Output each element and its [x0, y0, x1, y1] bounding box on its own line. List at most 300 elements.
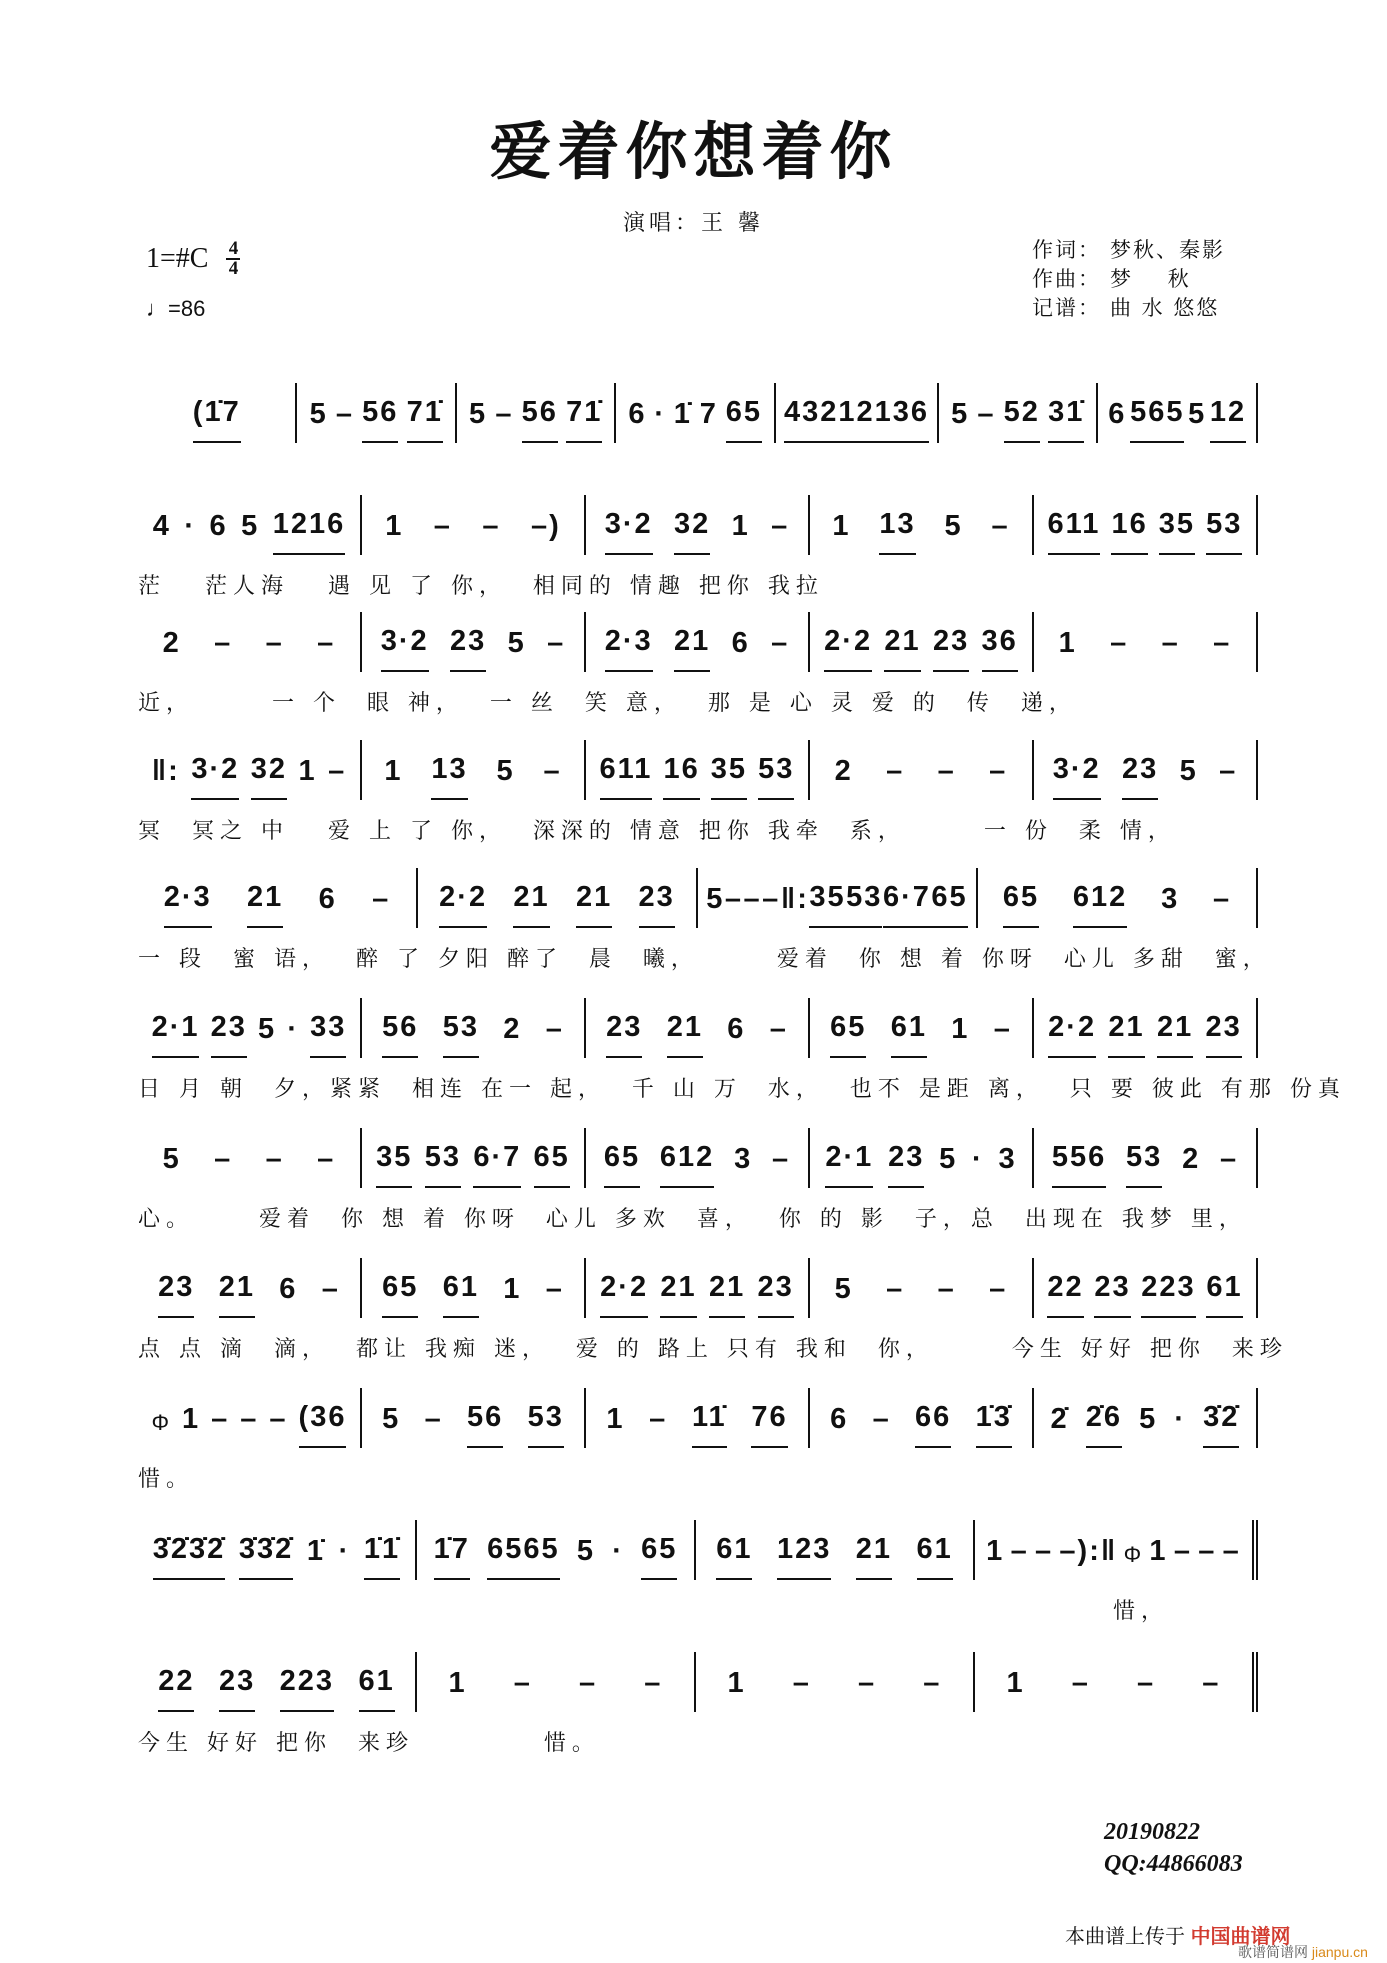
notation-symbol: –	[211, 1403, 230, 1435]
note-group: 31̇	[1048, 396, 1084, 443]
note-group: 65	[382, 1271, 418, 1318]
note-group: 5	[1179, 755, 1198, 787]
note-group: 6	[209, 510, 228, 542]
staff	[138, 1652, 1258, 1712]
watermark: 歌谱简谱网 jianpu.cn	[1238, 1944, 1368, 1960]
notation-symbol: –	[937, 755, 956, 787]
time-signature-bottom: 4	[228, 258, 239, 279]
note-group: 1	[951, 1013, 970, 1045]
note-group: 36	[893, 396, 929, 443]
tempo-marking: ♩=86	[146, 296, 206, 321]
notation-symbol: ·	[654, 398, 666, 430]
measure	[586, 998, 810, 1058]
score-line	[138, 1652, 1258, 1772]
note-group: 53	[1206, 508, 1242, 555]
notation-symbol: –)	[530, 510, 561, 542]
lyrics-line: 日 月 朝 夕，紧紧 相连 在一 起， 千 山 万 水， 也不 是距 离， 只 要 彼此 有那 份真	[138, 1077, 1346, 1102]
measure	[810, 1388, 1034, 1448]
lyrics-line: 一 段 蜜 语， 醉 了 夕阳 醉了 晨 曦， 爱着 你 想 着 你呀 心儿 多甜 蜜，	[138, 947, 1271, 972]
measure	[586, 1258, 810, 1318]
notation-symbol: –	[771, 510, 790, 542]
note-group: 6·7	[883, 881, 931, 928]
upload-notice: 本曲谱上传于 中国曲谱网	[1065, 1926, 1291, 1948]
note-group: 56	[522, 396, 558, 443]
note-group: 1	[384, 755, 403, 787]
note-group: 6	[731, 627, 750, 659]
note-group: 61	[443, 1271, 479, 1318]
measure	[696, 1652, 975, 1712]
site-brand: 中国曲谱网	[1190, 1926, 1291, 1948]
lyrics-line: 点 点 滴 滴， 都让 我痴 迷， 爱 的 路上 只有 我和 你， 今生 好好 把你 来珍	[138, 1337, 1288, 1362]
note-group: 5	[576, 1535, 595, 1567]
staff	[138, 383, 1258, 443]
note-group: 6	[727, 1013, 746, 1045]
measure	[975, 1652, 1258, 1712]
note-group: 1	[385, 510, 404, 542]
notation-symbol: ‖:	[780, 883, 809, 915]
measure	[297, 383, 456, 443]
note-group: 53	[528, 1401, 564, 1448]
note-group: 6	[628, 398, 647, 430]
measure	[586, 495, 810, 555]
note-group: 23	[1122, 753, 1158, 800]
measure	[138, 998, 362, 1058]
note-group: 3	[734, 1143, 753, 1175]
note-group: 65	[641, 1533, 677, 1580]
note-group: 21	[820, 396, 856, 443]
note-group: 23	[450, 625, 486, 672]
note-group: 1	[182, 1403, 201, 1435]
note-group: 1̇	[673, 398, 692, 430]
measure	[696, 1520, 975, 1580]
notation-symbol: –	[547, 627, 566, 659]
key-signature	[146, 240, 240, 278]
note-group: 23	[158, 1271, 194, 1318]
note-group: 5	[939, 1143, 958, 1175]
note-group: 2·3	[164, 881, 212, 928]
score-line	[138, 383, 1258, 503]
note-group: 5	[834, 1273, 853, 1305]
notation-symbol: –	[328, 755, 347, 787]
credits	[1032, 236, 1225, 323]
note-group: 6	[830, 1403, 849, 1435]
notation-symbol: –):‖	[1059, 1535, 1118, 1567]
notation-symbol: ·	[338, 1535, 351, 1567]
lyrics-line: 惜。	[138, 1467, 195, 1492]
score-line	[138, 998, 1346, 1118]
measure	[978, 868, 1258, 928]
note-group: 5	[382, 1403, 401, 1435]
notation-symbol: ·	[612, 1535, 624, 1567]
notation-symbol: ·	[972, 1143, 984, 1175]
note-group: 3·2	[605, 508, 653, 555]
note-group: 21	[674, 625, 710, 672]
note-group: 556	[1052, 1141, 1106, 1188]
note-group: 2·2	[824, 625, 872, 672]
measure	[418, 868, 698, 928]
measure	[810, 495, 1034, 555]
note-group: 21	[667, 1011, 703, 1058]
notation-symbol: –	[1198, 1535, 1217, 1567]
note-group: 5	[1139, 1403, 1158, 1435]
note-group: 2·2	[439, 881, 487, 928]
note-group: 2·2	[600, 1271, 648, 1318]
note-group: 2̇6	[1086, 1401, 1122, 1448]
measure	[1034, 998, 1258, 1058]
note-group: 23	[933, 625, 969, 672]
note-group: 35	[711, 753, 747, 800]
note-group: 13	[879, 508, 915, 555]
note-group: 1	[986, 1535, 1005, 1567]
notation-symbol: –	[1110, 627, 1129, 659]
date-stamp: 20190822	[1104, 1819, 1200, 1845]
measure	[939, 383, 1098, 443]
note-group: 65	[604, 1141, 640, 1188]
notation-symbol: ‖:	[151, 755, 180, 787]
note-group: 21	[1108, 1011, 1144, 1058]
note-group: 61	[716, 1533, 752, 1580]
measure	[138, 740, 362, 800]
notation-symbol: –	[771, 627, 790, 659]
lyrics-line: 近， 一 个 眼 神， 一 丝 笑 意， 那 是 心 灵 爱 的 传 递，	[138, 691, 1077, 716]
note-group: 66	[915, 1401, 951, 1448]
measure	[698, 868, 978, 928]
notation-symbol: –	[724, 883, 744, 915]
score-line	[138, 868, 1271, 988]
credit-composer: 作曲： 梦 秋	[1032, 267, 1191, 291]
notation-symbol: –	[321, 1273, 340, 1305]
note-group: 3·2	[191, 753, 239, 800]
staff	[138, 1388, 1258, 1448]
staff	[138, 1258, 1258, 1318]
notation-symbol: –	[872, 1403, 891, 1435]
measure	[138, 612, 362, 672]
staff	[138, 868, 1258, 928]
note-group: 33	[310, 1011, 346, 1058]
notation-symbol: –	[989, 1273, 1008, 1305]
notation-symbol: –	[335, 398, 354, 430]
notation-symbol: –	[743, 883, 762, 915]
measure	[138, 1258, 362, 1318]
note-group: 56	[362, 396, 398, 443]
measure	[586, 1388, 810, 1448]
score-line	[138, 1258, 1288, 1378]
note-group: 52	[1004, 396, 1040, 443]
measure	[362, 495, 586, 555]
note-group: 1	[448, 1667, 467, 1699]
notation-symbol: –	[858, 1667, 877, 1699]
note-group: 5	[469, 398, 488, 430]
note-group: 6·7	[473, 1141, 521, 1188]
measure	[417, 1520, 696, 1580]
notation-symbol: –	[1071, 1667, 1090, 1699]
note-group: 2̇	[1050, 1403, 1069, 1435]
lyrics-line: 心。 爱着 你 想 着 你呀 心儿 多欢 喜， 你 的 影 子，总 出现在 我梦 里，	[138, 1207, 1247, 1232]
note-group: 23	[1206, 1011, 1242, 1058]
note-group: 32	[674, 508, 710, 555]
note-group: 1	[727, 1667, 746, 1699]
note-group: 16	[1111, 508, 1147, 555]
notation-symbol: –	[545, 1273, 564, 1305]
note-group: 6	[1108, 398, 1127, 430]
note-group: 3	[998, 1143, 1017, 1175]
score-line	[138, 1520, 1258, 1640]
note-group: 53	[846, 881, 882, 928]
measure	[586, 740, 810, 800]
notation-symbol: –	[1202, 1667, 1221, 1699]
notation-symbol: –	[649, 1403, 668, 1435]
note-group: 6	[279, 1273, 298, 1305]
note-group: 23	[639, 881, 675, 928]
note-group: (36	[299, 1401, 347, 1448]
song-title: 爱着你想着你	[489, 115, 898, 188]
measure	[810, 1258, 1034, 1318]
notation-symbol: –	[977, 398, 996, 430]
note-group: 1216	[273, 508, 346, 555]
notation-symbol: –	[317, 1143, 336, 1175]
note-group: 76	[751, 1401, 787, 1448]
measure	[362, 1258, 586, 1318]
note-group: 7	[699, 398, 718, 430]
note-group: 21	[884, 625, 920, 672]
measure	[138, 868, 418, 928]
note-group: 35	[376, 1141, 412, 1188]
coda-icon: Φ	[151, 1410, 172, 1435]
notation-symbol: –	[923, 1667, 942, 1699]
staff	[138, 740, 1258, 800]
note-group: 2	[503, 1013, 522, 1045]
notation-symbol: –	[214, 627, 233, 659]
note-group: 3·2	[381, 625, 429, 672]
note-group: 1	[298, 755, 317, 787]
notation-symbol: ·	[184, 510, 197, 542]
note-group: 43	[784, 396, 820, 443]
note-group: 35	[1159, 508, 1195, 555]
measure	[138, 1388, 362, 1448]
notation-symbol: –	[545, 1013, 564, 1045]
notation-symbol: –	[769, 1013, 788, 1045]
note-group: 223	[280, 1665, 334, 1712]
note-group: 53	[1126, 1141, 1162, 1188]
notation-symbol: –	[886, 1273, 905, 1305]
notation-symbol: –	[1212, 883, 1232, 915]
note-group: 22	[158, 1665, 194, 1712]
note-group: 1	[1006, 1667, 1025, 1699]
notation-symbol: –	[265, 627, 284, 659]
note-group: 11̇	[692, 1401, 727, 1448]
notation-symbol: –	[372, 883, 391, 915]
note-group: 56	[467, 1401, 503, 1448]
notation-symbol: –	[937, 1273, 956, 1305]
notation-symbol: –	[886, 755, 905, 787]
note-group: 2	[162, 627, 181, 659]
note-group: 32	[251, 753, 287, 800]
measure	[586, 1128, 810, 1188]
measure	[810, 740, 1034, 800]
note-group: 56	[382, 1011, 418, 1058]
note-group: 123	[777, 1533, 831, 1580]
note-group: 1̇3̇	[976, 1401, 1012, 1448]
lyrics-line: 惜，	[1113, 1599, 1170, 1624]
score-line	[138, 740, 1258, 860]
note-group: 21	[856, 1533, 892, 1580]
notation-symbol: –	[644, 1667, 663, 1699]
note-group: 1	[731, 510, 750, 542]
note-group: 71̇	[566, 396, 602, 443]
note-group: 4	[152, 510, 171, 542]
note-group: 5	[258, 1013, 277, 1045]
note-group: 21	[856, 396, 892, 443]
note-group: 21	[576, 881, 612, 928]
note-group: 1̇7	[434, 1533, 470, 1580]
staff	[138, 1128, 1258, 1188]
note-group: 21	[660, 1271, 696, 1318]
qq-contact: QQ:44866083	[1104, 1851, 1243, 1877]
note-group: 2·3	[605, 625, 653, 672]
notation-symbol: –	[1010, 1535, 1029, 1567]
note-group: 5	[951, 398, 970, 430]
notation-symbol: –	[1219, 755, 1238, 787]
note-group: 612	[660, 1141, 714, 1188]
measure	[362, 998, 586, 1058]
note-group: 61	[891, 1011, 927, 1058]
measure	[1034, 612, 1258, 672]
note-group: 61	[917, 1533, 953, 1580]
notation-symbol: –	[1213, 627, 1232, 659]
note-group: 1	[832, 510, 851, 542]
note-group: 3̇2̇3̇2̇	[153, 1533, 226, 1580]
measure	[586, 612, 810, 672]
notation-symbol: ·	[1174, 1403, 1187, 1435]
note-group: 53	[758, 753, 794, 800]
measure	[417, 1652, 696, 1712]
note-group: 36	[982, 625, 1018, 672]
measure	[975, 1520, 1258, 1580]
note-group: (1̇7	[193, 396, 241, 443]
note-group: 1	[1058, 627, 1077, 659]
note-group: 65	[534, 1141, 570, 1188]
lyrics-line: 今生 好好 把你 来珍 惜。	[138, 1731, 600, 1756]
notation-symbol: –	[1034, 1535, 1054, 1567]
note-group: 61	[359, 1665, 395, 1712]
note-group: 35	[809, 881, 845, 928]
note-group: 5	[309, 398, 328, 430]
note-group: 5	[496, 755, 515, 787]
note-group: 1̇	[306, 1535, 326, 1567]
measure	[776, 383, 939, 443]
note-group: 2·2	[1048, 1011, 1096, 1058]
notation-symbol: –	[1137, 1667, 1156, 1699]
score-line	[138, 495, 1258, 615]
note-group: 23	[758, 1271, 794, 1318]
note-group: 6565	[487, 1533, 560, 1580]
note-group: 1̇1̇	[364, 1533, 400, 1580]
singer-credit: 演唱：王 馨	[623, 211, 764, 236]
notation-symbol: –	[579, 1667, 598, 1699]
notation-symbol: –	[1219, 1143, 1239, 1175]
notation-symbol: –	[762, 883, 781, 915]
measure	[1034, 740, 1258, 800]
note-group: 2	[1182, 1143, 1201, 1175]
notation-symbol: –	[543, 755, 562, 787]
notation-symbol: –	[424, 1403, 443, 1435]
staff	[138, 612, 1258, 672]
measure	[138, 1652, 417, 1712]
note-group: 223	[1141, 1271, 1195, 1318]
note-group: 565	[1130, 396, 1184, 443]
notation-symbol: –	[1222, 1535, 1241, 1567]
measure	[810, 612, 1034, 672]
note-group: 5	[1188, 398, 1207, 430]
note-group: 53	[425, 1141, 461, 1188]
note-group: 23	[606, 1011, 642, 1058]
staff	[138, 1520, 1258, 1580]
measure	[810, 998, 1034, 1058]
note-group: 65	[931, 881, 967, 928]
note-group: 3	[1161, 883, 1180, 915]
note-group: 3̇3̇2̇	[239, 1533, 293, 1580]
lyrics-line: 茫 茫人海 遇 见 了 你， 相同的 情趣 把你 我拉	[138, 574, 824, 599]
coda-icon: Φ	[1123, 1542, 1144, 1567]
notation-symbol: –	[993, 1013, 1012, 1045]
note-group: 13	[431, 753, 467, 800]
measure	[810, 1128, 1034, 1188]
time-signature	[226, 240, 240, 278]
measure	[138, 495, 362, 555]
note-group: 16	[663, 753, 699, 800]
staff	[138, 495, 1258, 555]
note-group: 3·2	[1053, 753, 1101, 800]
key-label: 1=#C	[146, 243, 209, 274]
note-group: 1	[1149, 1535, 1168, 1567]
note-group: 65	[830, 1011, 866, 1058]
credit-transcriber: 记谱： 曲 水 悠悠	[1032, 296, 1220, 320]
note-group: 2·1	[152, 1011, 200, 1058]
note-group: 1	[503, 1273, 522, 1305]
measure	[138, 1520, 417, 1580]
score-line	[138, 612, 1258, 732]
note-group: 5	[944, 510, 963, 542]
staff	[138, 998, 1258, 1058]
notation-symbol: –	[317, 627, 336, 659]
note-group: 3̇2̇	[1203, 1401, 1239, 1448]
notation-symbol: –	[482, 510, 501, 542]
notation-symbol: –	[495, 398, 514, 430]
time-signature-top: 4	[228, 238, 239, 259]
credit-lyricist: 作词： 梦秋、秦影	[1032, 238, 1225, 262]
notation-symbol: –	[991, 510, 1010, 542]
notation-symbol: –	[989, 755, 1008, 787]
note-group: 53	[443, 1011, 479, 1058]
note-group: 5	[706, 883, 725, 915]
note-group: 23	[211, 1011, 247, 1058]
notation-symbol: –	[513, 1667, 532, 1699]
note-group: 611	[600, 753, 653, 800]
lyrics-line: 冥 冥之 中 爱 上 了 你， 深深的 情意 把你 我牵 系， 一 份 柔 情，	[138, 819, 1176, 844]
note-group: 611	[1048, 508, 1101, 555]
note-group: 65	[1003, 881, 1039, 928]
measure	[138, 1128, 362, 1188]
notation-symbol: –	[240, 1403, 259, 1435]
notation-symbol: –	[771, 1143, 791, 1175]
footer-info	[1104, 1816, 1243, 1880]
notation-symbol: –	[269, 1403, 288, 1435]
note-group: 2·1	[825, 1141, 873, 1188]
note-group: 21	[219, 1271, 255, 1318]
notation-symbol: –	[214, 1143, 233, 1175]
notation-symbol: –	[433, 510, 452, 542]
score-line	[138, 1388, 1258, 1508]
